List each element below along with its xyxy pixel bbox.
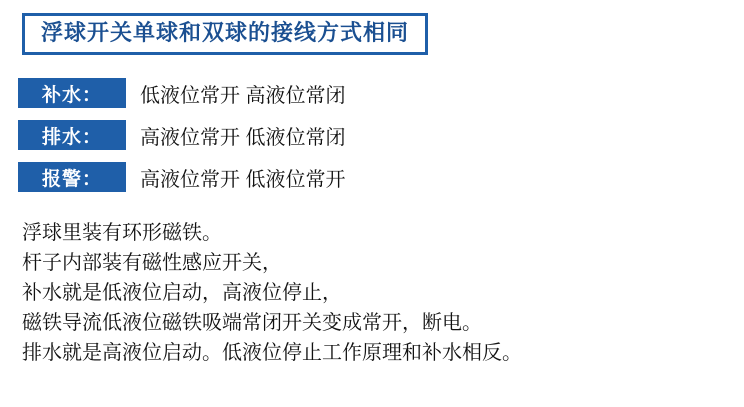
paragraph-line: 杆子内部装有磁性感应开关，: [22, 252, 282, 274]
paragraph-line: 磁铁导流低液位磁铁吸端常闭开关变成常开，断电。: [22, 312, 482, 334]
list-item: [18, 78, 718, 108]
mode-list: [18, 78, 718, 204]
description-paragraph: [22, 218, 728, 368]
status-badge: 补水：: [18, 78, 126, 108]
status-badge: 报警：: [18, 162, 126, 192]
list-item: [18, 120, 718, 150]
paragraph-line: 排水就是高液位启动。低液位停止工作原理和补水相反。: [22, 342, 522, 364]
paragraph-line: 补水就是低液位启动，高液位停止，: [22, 282, 342, 304]
list-item-description: 高液位常开 低液位常开: [140, 168, 346, 191]
list-item-description: 高液位常开 低液位常闭: [140, 126, 346, 149]
list-item-description: 低液位常开 高液位常闭: [140, 84, 346, 107]
page-title: 浮球开关单球和双球的接线方式相同: [41, 20, 410, 45]
paragraph-line: 浮球里装有环形磁铁。: [22, 222, 222, 244]
list-item: [18, 162, 718, 192]
status-badge: 排水：: [18, 120, 126, 150]
title-box: [22, 13, 428, 55]
